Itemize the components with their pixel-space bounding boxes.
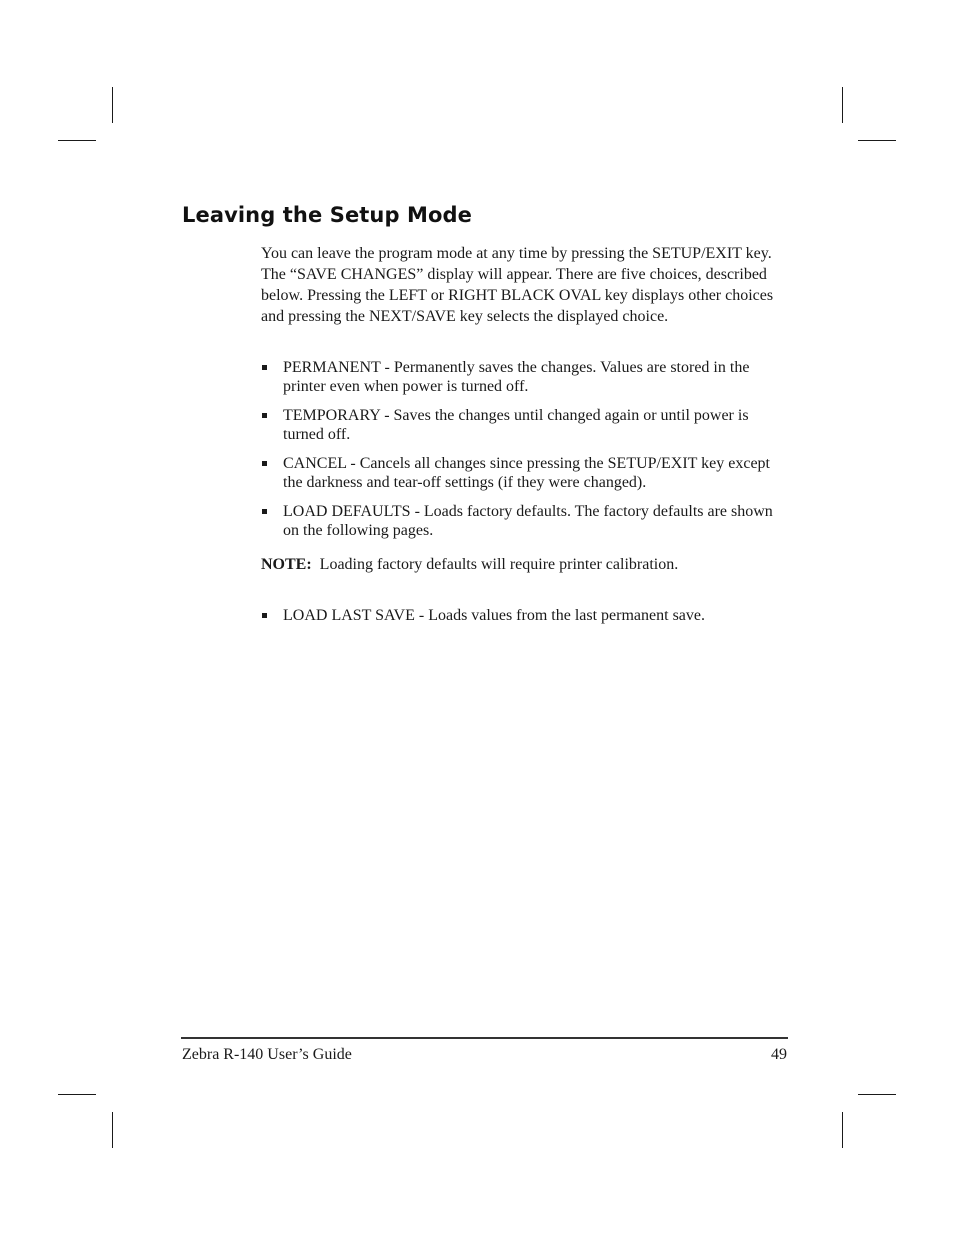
save-choices-list [261,358,789,550]
note [261,555,789,574]
crop-mark-bottom-right-horizontal [858,1094,896,1095]
list-item [261,454,789,492]
list-item [261,502,789,540]
crop-mark-bottom-left-horizontal [58,1094,96,1095]
crop-mark-top-right-vertical [842,87,843,123]
footer-rule [181,1037,788,1039]
choice-temporary: TEMPORARY - Saves the changes until changed again or until power is turned off. [283,407,749,443]
note-text: Loading factory defaults will require printer calibration. [319,556,679,573]
footer-title: Zebra R-140 User’s Guide [182,1046,352,1063]
crop-mark-bottom-left-vertical [112,1112,113,1148]
page-number: 49 [771,1046,787,1063]
note-label: NOTE: [261,556,312,573]
crop-mark-top-right-horizontal [858,140,896,141]
choice-cancel: CANCEL - Cancels all changes since pressing the SETUP/EXIT key except the darkness and tear-off settings (if they were changed). [283,455,770,491]
square-bullet-icon [262,413,267,418]
choice-permanent: PERMANENT - Permanently saves the changes. Values are stored in the printer even when power is turned off. [283,359,750,395]
list-item [261,606,789,625]
crop-mark-bottom-right-vertical [842,1112,843,1148]
intro-paragraph: You can leave the program mode at any time by pressing the SETUP/EXIT key. The “SAVE CHANGES” display will appear. There are five choices, described below. Pressing the LEFT or RIGHT BLACK OVAL key displays other choices and pressing the NEXT/SAVE key selects the displayed choice. [261,245,774,325]
square-bullet-icon [262,613,267,618]
square-bullet-icon [262,509,267,514]
choice-load-last-save: LOAD LAST SAVE - Loads values from the last permanent save. [283,607,705,624]
square-bullet-icon [262,365,267,370]
square-bullet-icon [262,461,267,466]
list-item [261,358,789,396]
choice-load-defaults: LOAD DEFAULTS - Loads factory defaults. The factory defaults are shown on the following pages. [283,503,773,539]
save-choices-list-continued [261,606,789,635]
crop-mark-top-left-vertical [112,87,113,123]
list-item [261,406,789,444]
crop-mark-top-left-horizontal [58,140,96,141]
section-heading: Leaving the Setup Mode [182,203,473,227]
